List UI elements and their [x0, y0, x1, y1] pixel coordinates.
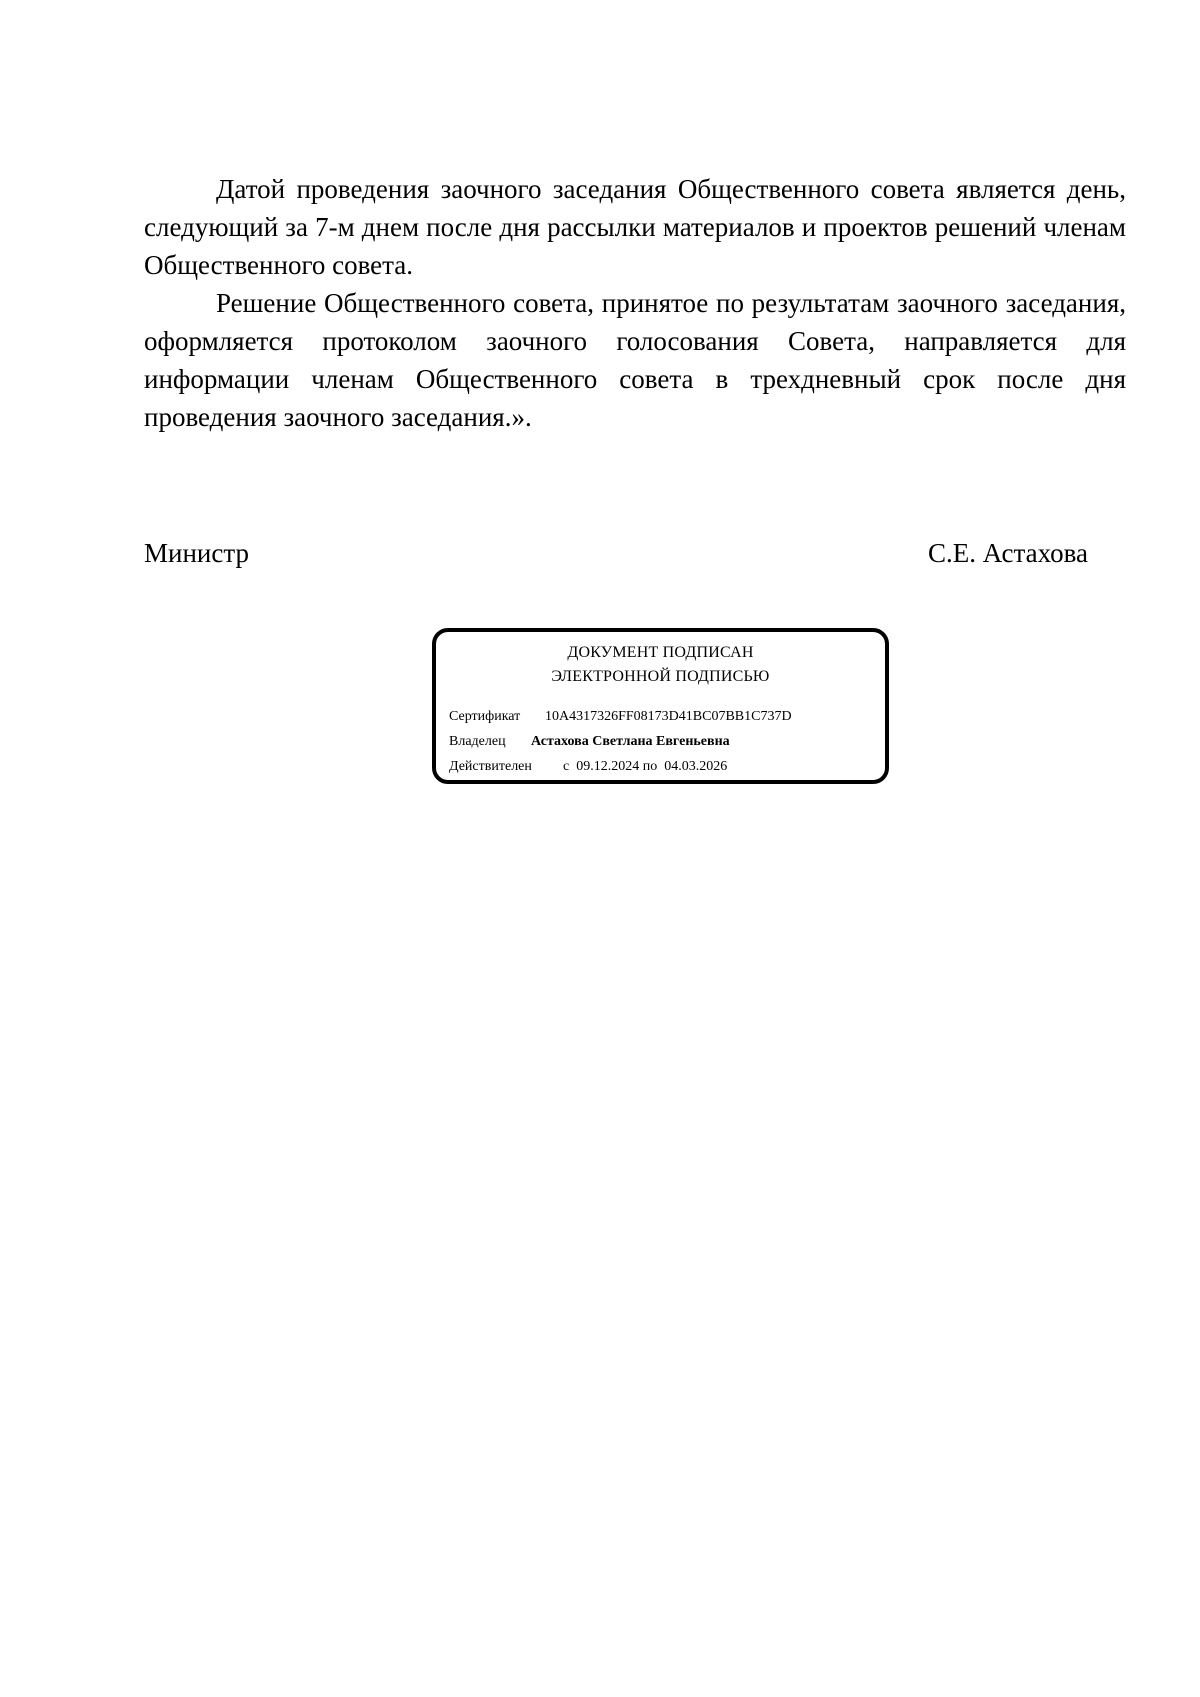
stamp-certificate-row: [449, 704, 875, 729]
signer-title: Министр: [144, 538, 249, 568]
stamp-details: [449, 704, 875, 779]
paragraph-decision: Решение Общественного совета, принятое по результатам заочного заседания, оформляется протоколом заочного голосования Совета, направляется для информации членам Общественного совета в трехдневный срок после дня проведения заочного заседания.».: [144, 288, 1126, 432]
electronic-signature-stamp: [432, 628, 889, 784]
stamp-heading: [436, 641, 885, 689]
certificate-value: 10A4317326FF08173D41BC07BB1C737D: [545, 709, 792, 724]
stamp-validity-row: [449, 754, 875, 779]
valid-to-prefix: по: [642, 759, 658, 774]
signature-block: [144, 534, 1088, 574]
stamp-heading-line-2: ЭЛЕКТРОННОЙ ПОДПИСЬЮ: [551, 668, 770, 685]
stamp-heading-line-1: ДОКУМЕНТ ПОДПИСАН: [567, 644, 754, 661]
stamp-owner-row: [449, 729, 875, 754]
owner-label: Владелец: [449, 734, 506, 749]
validity-label: Действителен: [449, 759, 532, 774]
document-body: [144, 170, 1126, 436]
valid-to-date: 04.03.2026: [664, 759, 728, 774]
certificate-label: Сертификат: [449, 709, 521, 724]
valid-from-date: 09.12.2024: [576, 759, 640, 774]
signer-name: С.Е. Астахова: [927, 538, 1088, 568]
paragraph-meeting-date: Датой проведения заочного заседания Общественного совета является день, следующий за 7-м днем после дня рассылки материалов и проектов решений членам Общественного совета.: [144, 174, 1126, 280]
valid-from-prefix: с: [563, 759, 570, 774]
owner-value: Астахова Светлана Евгеньевна: [531, 734, 730, 749]
